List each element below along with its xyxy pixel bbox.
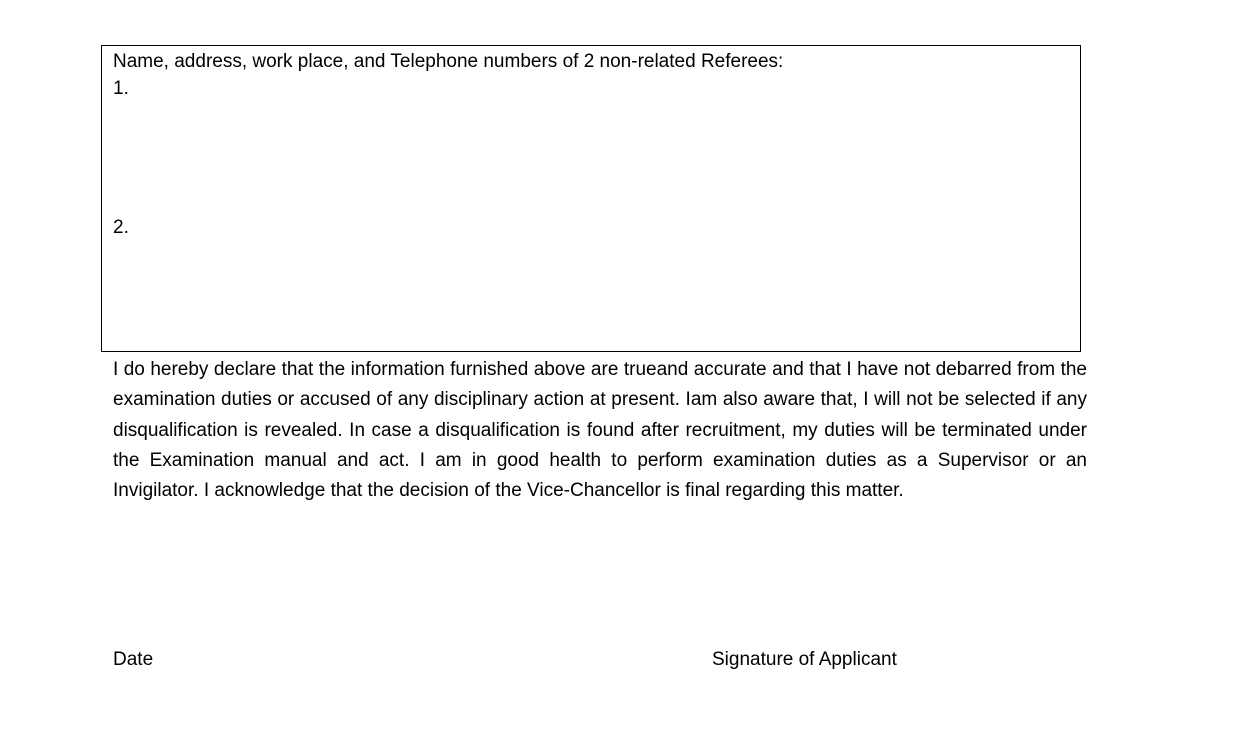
referees-heading: Name, address, work place, and Telephone numbers of 2 non-related Referees:	[113, 51, 784, 72]
declaration-text: I do hereby declare that the information furnished above are trueand accurate and that I have not debarred from the examination duties or accused of any disciplinary action at present. Iam also aware that, I will not be selected if any disqualification is revealed. In case a disqualification is found after recruitment, my duties will be terminated under the Examination manual and act. I am in good health to perform examination duties as a Supervisor or an Invigilator. I acknowledge that the decision of the Vice-Chancellor is final regarding this matter.	[113, 359, 1087, 502]
referees-box	[101, 45, 1081, 352]
signature-label: Signature of Applicant	[712, 649, 897, 670]
date-label: Date	[113, 649, 154, 670]
referee-1-number: 1.	[113, 78, 129, 99]
referee-2-number: 2.	[113, 217, 129, 238]
